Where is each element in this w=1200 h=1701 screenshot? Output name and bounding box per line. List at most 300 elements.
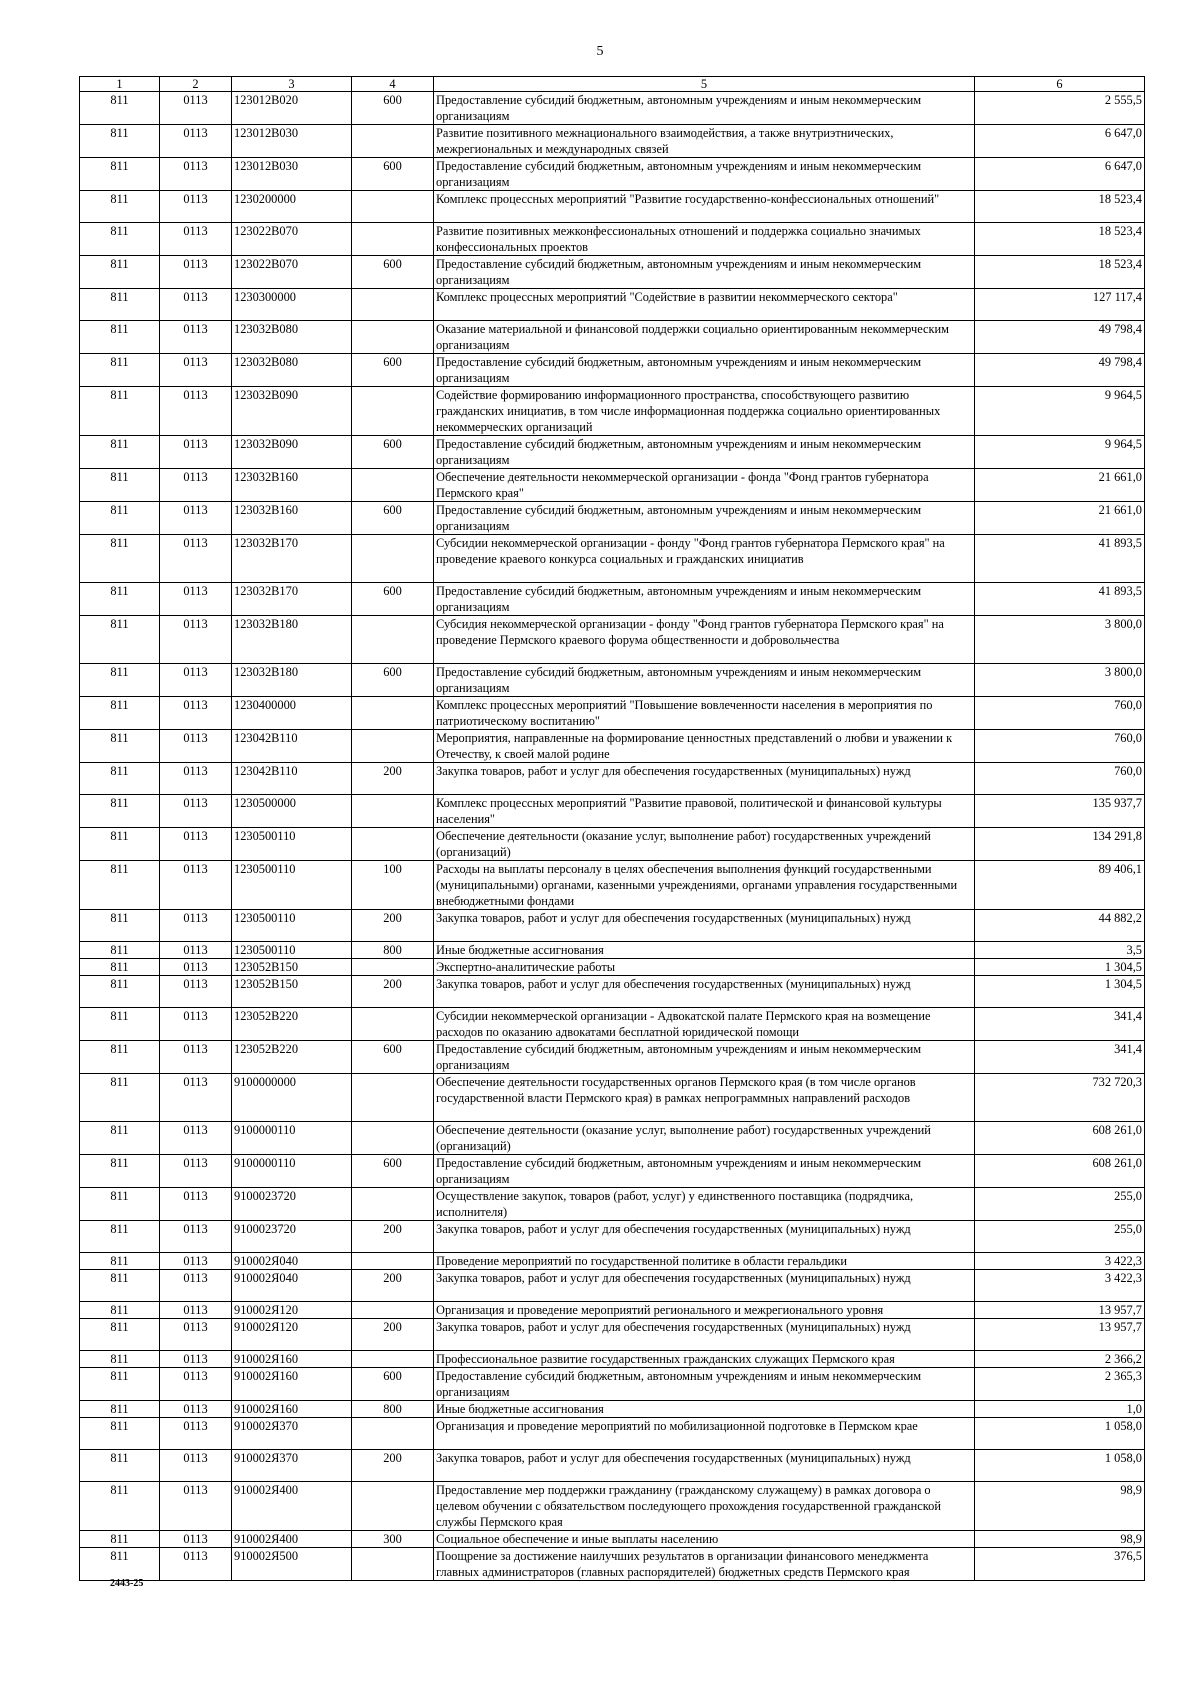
cell-description: Закупка товаров, работ и услуг для обеспечения государственных (муниципальных) нужд (434, 1270, 975, 1302)
column-header-2: 2 (160, 77, 232, 92)
cell-section-code: 0113 (160, 976, 232, 1008)
table-row (80, 1008, 1145, 1041)
cell-target-article: 1230500110 (232, 828, 352, 861)
table-row (80, 223, 1145, 256)
cell-admin-code: 811 (80, 1155, 160, 1188)
cell-target-article: 910002Я040 (232, 1253, 352, 1270)
table-row (80, 763, 1145, 795)
cell-target-article: 123052В150 (232, 976, 352, 1008)
cell-admin-code: 811 (80, 469, 160, 502)
cell-expense-type (352, 223, 434, 256)
table-row (80, 191, 1145, 223)
cell-section-code: 0113 (160, 1253, 232, 1270)
cell-admin-code: 811 (80, 861, 160, 910)
cell-target-article: 1230500110 (232, 861, 352, 910)
cell-amount: 3,5 (975, 942, 1145, 959)
cell-admin-code: 811 (80, 1188, 160, 1221)
table-row (80, 828, 1145, 861)
cell-amount: 127 117,4 (975, 289, 1145, 321)
table-row (80, 1074, 1145, 1122)
cell-expense-type: 600 (352, 664, 434, 697)
cell-section-code: 0113 (160, 1302, 232, 1319)
cell-expense-type (352, 1074, 434, 1122)
cell-section-code: 0113 (160, 1418, 232, 1450)
cell-admin-code: 811 (80, 502, 160, 535)
cell-expense-type (352, 959, 434, 976)
cell-target-article: 123052В150 (232, 959, 352, 976)
table-row (80, 959, 1145, 976)
cell-section-code: 0113 (160, 469, 232, 502)
page-number: 5 (596, 44, 604, 59)
cell-description: Предоставление субсидий бюджетным, автономным учреждениям и иным некоммерческим организациям (434, 158, 975, 191)
cell-expense-type: 600 (352, 158, 434, 191)
cell-expense-type (352, 125, 434, 158)
table-row (80, 1368, 1145, 1401)
table-row (80, 1319, 1145, 1351)
cell-admin-code: 811 (80, 910, 160, 942)
cell-section-code: 0113 (160, 256, 232, 289)
cell-description: Закупка товаров, работ и услуг для обеспечения государственных (муниципальных) нужд (434, 976, 975, 1008)
cell-description: Поощрение за достижение наилучших результатов в организации финансового менеджмента главных администраторов (главных распорядителей) бюджетных средств Пермского края (434, 1548, 975, 1581)
cell-admin-code: 811 (80, 1351, 160, 1368)
cell-admin-code: 811 (80, 976, 160, 1008)
cell-section-code: 0113 (160, 910, 232, 942)
cell-target-article: 123012В030 (232, 125, 352, 158)
table-row (80, 92, 1145, 125)
cell-description: Закупка товаров, работ и услуг для обеспечения государственных (муниципальных) нужд (434, 1221, 975, 1253)
cell-amount: 134 291,8 (975, 828, 1145, 861)
cell-target-article: 123032В090 (232, 436, 352, 469)
cell-admin-code: 811 (80, 697, 160, 730)
cell-description: Субсидии некоммерческой организации - Адвокатской палате Пермского края на возмещение расходов по оказанию адвокатами бесплатной юридической помощи (434, 1008, 975, 1041)
table-row (80, 583, 1145, 616)
cell-amount: 1 058,0 (975, 1418, 1145, 1450)
cell-amount: 732 720,3 (975, 1074, 1145, 1122)
cell-amount: 41 893,5 (975, 535, 1145, 583)
cell-target-article: 123032В080 (232, 354, 352, 387)
cell-admin-code: 811 (80, 959, 160, 976)
cell-admin-code: 811 (80, 828, 160, 861)
cell-amount: 376,5 (975, 1548, 1145, 1581)
cell-description: Предоставление субсидий бюджетным, автономным учреждениям и иным некоммерческим организациям (434, 436, 975, 469)
cell-section-code: 0113 (160, 1482, 232, 1531)
cell-target-article: 1230300000 (232, 289, 352, 321)
cell-description: Организация и проведение мероприятий регионального и межрегионального уровня (434, 1302, 975, 1319)
cell-amount: 9 964,5 (975, 387, 1145, 436)
cell-target-article: 123022В070 (232, 256, 352, 289)
cell-section-code: 0113 (160, 191, 232, 223)
cell-target-article: 123052В220 (232, 1008, 352, 1041)
table-row (80, 1041, 1145, 1074)
cell-admin-code: 811 (80, 664, 160, 697)
cell-expense-type (352, 387, 434, 436)
cell-admin-code: 811 (80, 321, 160, 354)
cell-description: Предоставление субсидий бюджетным, автономным учреждениям и иным некоммерческим организациям (434, 354, 975, 387)
cell-section-code: 0113 (160, 354, 232, 387)
cell-expense-type (352, 1122, 434, 1155)
cell-target-article: 1230500110 (232, 942, 352, 959)
cell-target-article: 9100023720 (232, 1221, 352, 1253)
cell-amount: 341,4 (975, 1041, 1145, 1074)
cell-section-code: 0113 (160, 321, 232, 354)
cell-description: Закупка товаров, работ и услуг для обеспечения государственных (муниципальных) нужд (434, 1450, 975, 1482)
cell-admin-code: 811 (80, 387, 160, 436)
cell-target-article: 123042В110 (232, 730, 352, 763)
cell-target-article: 1230400000 (232, 697, 352, 730)
cell-section-code: 0113 (160, 1450, 232, 1482)
table-row (80, 1122, 1145, 1155)
cell-admin-code: 811 (80, 535, 160, 583)
cell-description: Комплекс процессных мероприятий "Содействие в развитии некоммерческого сектора" (434, 289, 975, 321)
cell-section-code: 0113 (160, 387, 232, 436)
cell-expense-type: 600 (352, 583, 434, 616)
cell-expense-type (352, 191, 434, 223)
column-header-5: 5 (434, 77, 975, 92)
cell-amount: 49 798,4 (975, 354, 1145, 387)
cell-section-code: 0113 (160, 158, 232, 191)
cell-admin-code: 811 (80, 1368, 160, 1401)
cell-expense-type (352, 730, 434, 763)
cell-amount: 49 798,4 (975, 321, 1145, 354)
table-row (80, 354, 1145, 387)
cell-target-article: 123032В080 (232, 321, 352, 354)
cell-admin-code: 811 (80, 256, 160, 289)
document-code: 2443-25 (110, 1578, 144, 1589)
cell-description: Развитие позитивного межнационального взаимодействия, а также внутриэтнических, межрегиональных и международных связей (434, 125, 975, 158)
table-row (80, 910, 1145, 942)
cell-amount: 6 647,0 (975, 125, 1145, 158)
cell-admin-code: 811 (80, 942, 160, 959)
cell-description: Проведение мероприятий по государственной политике в области геральдики (434, 1253, 975, 1270)
cell-section-code: 0113 (160, 502, 232, 535)
cell-description: Содействие формированию информационного пространства, способствующего развитию гражданских инициатив, в том числе информационная поддержка социально ориентированных некоммерческих организаций (434, 387, 975, 436)
cell-description: Предоставление субсидий бюджетным, автономным учреждениям и иным некоммерческим организациям (434, 92, 975, 125)
table-row (80, 1531, 1145, 1548)
cell-section-code: 0113 (160, 1531, 232, 1548)
cell-amount: 3 422,3 (975, 1270, 1145, 1302)
cell-target-article: 123012В030 (232, 158, 352, 191)
cell-description: Предоставление мер поддержки гражданину (гражданскому служащему) в рамках договора о целевом обучении с обязательством последующего прохождения государственной гражданской службы Пермского края (434, 1482, 975, 1531)
cell-target-article: 9100000000 (232, 1074, 352, 1122)
cell-expense-type: 600 (352, 1368, 434, 1401)
cell-expense-type (352, 697, 434, 730)
cell-target-article: 1230200000 (232, 191, 352, 223)
cell-expense-type (352, 535, 434, 583)
table-row (80, 1253, 1145, 1270)
cell-target-article: 910002Я040 (232, 1270, 352, 1302)
cell-section-code: 0113 (160, 1319, 232, 1351)
cell-description: Предоставление субсидий бюджетным, автономным учреждениям и иным некоммерческим организациям (434, 583, 975, 616)
cell-section-code: 0113 (160, 697, 232, 730)
cell-admin-code: 811 (80, 92, 160, 125)
table-row (80, 1221, 1145, 1253)
cell-amount: 608 261,0 (975, 1155, 1145, 1188)
cell-amount: 1 304,5 (975, 959, 1145, 976)
cell-description: Осуществление закупок, товаров (работ, услуг) у единственного поставщика (подрядчика, исполнителя) (434, 1188, 975, 1221)
cell-amount: 760,0 (975, 697, 1145, 730)
cell-description: Организация и проведение мероприятий по мобилизационной подготовке в Пермском крае (434, 1418, 975, 1450)
cell-amount: 135 937,7 (975, 795, 1145, 828)
cell-amount: 44 882,2 (975, 910, 1145, 942)
cell-amount: 41 893,5 (975, 583, 1145, 616)
cell-description: Иные бюджетные ассигнования (434, 942, 975, 959)
cell-target-article: 123052В220 (232, 1041, 352, 1074)
cell-expense-type: 600 (352, 436, 434, 469)
cell-amount: 1,0 (975, 1401, 1145, 1418)
cell-admin-code: 811 (80, 1008, 160, 1041)
cell-section-code: 0113 (160, 1401, 232, 1418)
table-row (80, 1418, 1145, 1450)
cell-admin-code: 811 (80, 1302, 160, 1319)
cell-amount: 255,0 (975, 1188, 1145, 1221)
cell-expense-type (352, 1253, 434, 1270)
cell-section-code: 0113 (160, 1122, 232, 1155)
cell-admin-code: 811 (80, 1482, 160, 1531)
cell-section-code: 0113 (160, 942, 232, 959)
cell-amount: 21 661,0 (975, 469, 1145, 502)
column-header-4: 4 (352, 77, 434, 92)
cell-admin-code: 811 (80, 616, 160, 664)
cell-admin-code: 811 (80, 354, 160, 387)
table-row (80, 387, 1145, 436)
cell-target-article: 910002Я400 (232, 1531, 352, 1548)
cell-expense-type (352, 1418, 434, 1450)
cell-description: Обеспечение деятельности некоммерческой организации - фонда "Фонд грантов губернатора Пермского края" (434, 469, 975, 502)
cell-description: Закупка товаров, работ и услуг для обеспечения государственных (муниципальных) нужд (434, 1319, 975, 1351)
cell-section-code: 0113 (160, 1548, 232, 1581)
cell-description: Иные бюджетные ассигнования (434, 1401, 975, 1418)
cell-target-article: 123032В170 (232, 535, 352, 583)
table-row (80, 125, 1145, 158)
cell-target-article: 123032В180 (232, 664, 352, 697)
cell-target-article: 910002Я500 (232, 1548, 352, 1581)
cell-target-article: 910002Я160 (232, 1401, 352, 1418)
table-row (80, 256, 1145, 289)
table-row (80, 1401, 1145, 1418)
cell-section-code: 0113 (160, 861, 232, 910)
table-row (80, 158, 1145, 191)
cell-description: Мероприятия, направленные на формирование ценностных представлений о любви и уважении к Отечеству, к своей малой родине (434, 730, 975, 763)
cell-amount: 13 957,7 (975, 1302, 1145, 1319)
cell-target-article: 123032В170 (232, 583, 352, 616)
table-row (80, 942, 1145, 959)
cell-admin-code: 811 (80, 1418, 160, 1450)
cell-amount: 98,9 (975, 1482, 1145, 1531)
table-row (80, 795, 1145, 828)
cell-section-code: 0113 (160, 92, 232, 125)
cell-amount: 2 366,2 (975, 1351, 1145, 1368)
cell-expense-type: 200 (352, 1319, 434, 1351)
cell-description: Оказание материальной и финансовой поддержки социально ориентированным некоммерческим организациям (434, 321, 975, 354)
cell-description: Предоставление субсидий бюджетным, автономным учреждениям и иным некоммерческим организациям (434, 256, 975, 289)
cell-target-article: 9100000110 (232, 1122, 352, 1155)
cell-expense-type: 800 (352, 942, 434, 959)
cell-admin-code: 811 (80, 1531, 160, 1548)
cell-admin-code: 811 (80, 1319, 160, 1351)
cell-amount: 18 523,4 (975, 256, 1145, 289)
column-header-3: 3 (232, 77, 352, 92)
budget-table (79, 76, 1145, 1581)
table-row (80, 535, 1145, 583)
table-row (80, 1482, 1145, 1531)
cell-admin-code: 811 (80, 1548, 160, 1581)
cell-target-article: 910002Я400 (232, 1482, 352, 1531)
cell-target-article: 123022В070 (232, 223, 352, 256)
cell-target-article: 123032В180 (232, 616, 352, 664)
cell-description: Закупка товаров, работ и услуг для обеспечения государственных (муниципальных) нужд (434, 763, 975, 795)
table-row (80, 469, 1145, 502)
cell-expense-type: 600 (352, 92, 434, 125)
cell-section-code: 0113 (160, 289, 232, 321)
table-row (80, 1450, 1145, 1482)
cell-section-code: 0113 (160, 763, 232, 795)
cell-section-code: 0113 (160, 1221, 232, 1253)
cell-description: Обеспечение деятельности (оказание услуг, выполнение работ) государственных учреждений (организаций) (434, 1122, 975, 1155)
cell-admin-code: 811 (80, 191, 160, 223)
table-row (80, 697, 1145, 730)
cell-description: Закупка товаров, работ и услуг для обеспечения государственных (муниципальных) нужд (434, 910, 975, 942)
cell-section-code: 0113 (160, 125, 232, 158)
cell-target-article: 910002Я120 (232, 1319, 352, 1351)
cell-amount: 255,0 (975, 1221, 1145, 1253)
table-row (80, 1270, 1145, 1302)
cell-description: Расходы на выплаты персоналу в целях обеспечения выполнения функций государственными (муниципальными) органами, казенными учреждениями, органами управления государственными внебюджетными фондами (434, 861, 975, 910)
cell-expense-type: 200 (352, 1450, 434, 1482)
cell-description: Субсидии некоммерческой организации - фонду "Фонд грантов губернатора Пермского края" на проведение краевого конкурса социальных и гражданских инициатив (434, 535, 975, 583)
table-row (80, 616, 1145, 664)
cell-admin-code: 811 (80, 1401, 160, 1418)
cell-expense-type: 600 (352, 1155, 434, 1188)
cell-expense-type: 600 (352, 502, 434, 535)
table-row (80, 436, 1145, 469)
cell-target-article: 1230500000 (232, 795, 352, 828)
cell-expense-type: 600 (352, 1041, 434, 1074)
cell-description: Профессиональное развитие государственных гражданских служащих Пермского края (434, 1351, 975, 1368)
cell-expense-type (352, 1351, 434, 1368)
cell-target-article: 1230500110 (232, 910, 352, 942)
table-row (80, 730, 1145, 763)
table-row (80, 1302, 1145, 1319)
cell-section-code: 0113 (160, 730, 232, 763)
cell-description: Развитие позитивных межконфессиональных отношений и поддержка социально значимых конфессиональных проектов (434, 223, 975, 256)
cell-target-article: 9100000110 (232, 1155, 352, 1188)
cell-expense-type (352, 828, 434, 861)
cell-description: Обеспечение деятельности (оказание услуг, выполнение работ) государственных учреждений (организаций) (434, 828, 975, 861)
cell-section-code: 0113 (160, 664, 232, 697)
cell-admin-code: 811 (80, 1041, 160, 1074)
table-row (80, 289, 1145, 321)
cell-expense-type: 600 (352, 354, 434, 387)
table-row (80, 502, 1145, 535)
column-header-6: 6 (975, 77, 1145, 92)
cell-admin-code: 811 (80, 436, 160, 469)
cell-target-article: 910002Я370 (232, 1450, 352, 1482)
cell-admin-code: 811 (80, 223, 160, 256)
table-body (80, 92, 1145, 1581)
cell-expense-type (352, 321, 434, 354)
cell-amount: 341,4 (975, 1008, 1145, 1041)
cell-target-article: 910002Я160 (232, 1351, 352, 1368)
cell-expense-type: 100 (352, 861, 434, 910)
cell-target-article: 910002Я370 (232, 1418, 352, 1450)
cell-description: Экспертно-аналитические работы (434, 959, 975, 976)
cell-amount: 2 555,5 (975, 92, 1145, 125)
cell-description: Комплекс процессных мероприятий "Развитие правовой, политической и финансовой культуры населения" (434, 795, 975, 828)
cell-expense-type: 200 (352, 1270, 434, 1302)
cell-section-code: 0113 (160, 1008, 232, 1041)
cell-admin-code: 811 (80, 1074, 160, 1122)
cell-expense-type (352, 469, 434, 502)
cell-amount: 18 523,4 (975, 223, 1145, 256)
cell-amount: 98,9 (975, 1531, 1145, 1548)
cell-section-code: 0113 (160, 1351, 232, 1368)
cell-admin-code: 811 (80, 1122, 160, 1155)
cell-description: Социальное обеспечение и иные выплаты населению (434, 1531, 975, 1548)
cell-admin-code: 811 (80, 289, 160, 321)
cell-target-article: 9100023720 (232, 1188, 352, 1221)
cell-description: Предоставление субсидий бюджетным, автономным учреждениям и иным некоммерческим организациям (434, 1041, 975, 1074)
cell-section-code: 0113 (160, 616, 232, 664)
cell-expense-type: 200 (352, 910, 434, 942)
cell-amount: 2 365,3 (975, 1368, 1145, 1401)
table-header-row (80, 77, 1145, 92)
cell-amount: 1 304,5 (975, 976, 1145, 1008)
cell-amount: 13 957,7 (975, 1319, 1145, 1351)
table-row (80, 321, 1145, 354)
cell-description: Предоставление субсидий бюджетным, автономным учреждениям и иным некоммерческим организациям (434, 1155, 975, 1188)
cell-section-code: 0113 (160, 1155, 232, 1188)
cell-amount: 3 422,3 (975, 1253, 1145, 1270)
cell-expense-type: 200 (352, 976, 434, 1008)
cell-target-article: 910002Я160 (232, 1368, 352, 1401)
cell-section-code: 0113 (160, 795, 232, 828)
cell-section-code: 0113 (160, 828, 232, 861)
cell-section-code: 0113 (160, 1270, 232, 1302)
cell-amount: 608 261,0 (975, 1122, 1145, 1155)
cell-target-article: 910002Я120 (232, 1302, 352, 1319)
cell-amount: 9 964,5 (975, 436, 1145, 469)
cell-admin-code: 811 (80, 1221, 160, 1253)
cell-amount: 1 058,0 (975, 1450, 1145, 1482)
cell-description: Комплекс процессных мероприятий "Повышение вовлеченности населения в мероприятия по патриотическому воспитанию" (434, 697, 975, 730)
cell-description: Субсидия некоммерческой организации - фонду "Фонд грантов губернатора Пермского края" на проведение Пермского краевого форума общественности и добровольчества (434, 616, 975, 664)
cell-admin-code: 811 (80, 1270, 160, 1302)
cell-target-article: 123032В160 (232, 469, 352, 502)
cell-expense-type (352, 1548, 434, 1581)
cell-target-article: 123012В020 (232, 92, 352, 125)
table-row (80, 1155, 1145, 1188)
cell-expense-type: 300 (352, 1531, 434, 1548)
cell-admin-code: 811 (80, 795, 160, 828)
cell-expense-type: 600 (352, 256, 434, 289)
cell-expense-type (352, 1188, 434, 1221)
cell-expense-type (352, 289, 434, 321)
table-row (80, 664, 1145, 697)
cell-target-article: 123032В160 (232, 502, 352, 535)
table-row (80, 1188, 1145, 1221)
cell-amount: 89 406,1 (975, 861, 1145, 910)
cell-admin-code: 811 (80, 730, 160, 763)
cell-section-code: 0113 (160, 436, 232, 469)
cell-amount: 760,0 (975, 763, 1145, 795)
cell-description: Предоставление субсидий бюджетным, автономным учреждениям и иным некоммерческим организациям (434, 664, 975, 697)
cell-section-code: 0113 (160, 535, 232, 583)
cell-admin-code: 811 (80, 763, 160, 795)
cell-admin-code: 811 (80, 1253, 160, 1270)
cell-target-article: 123042В110 (232, 763, 352, 795)
cell-amount: 6 647,0 (975, 158, 1145, 191)
table-row (80, 1548, 1145, 1581)
